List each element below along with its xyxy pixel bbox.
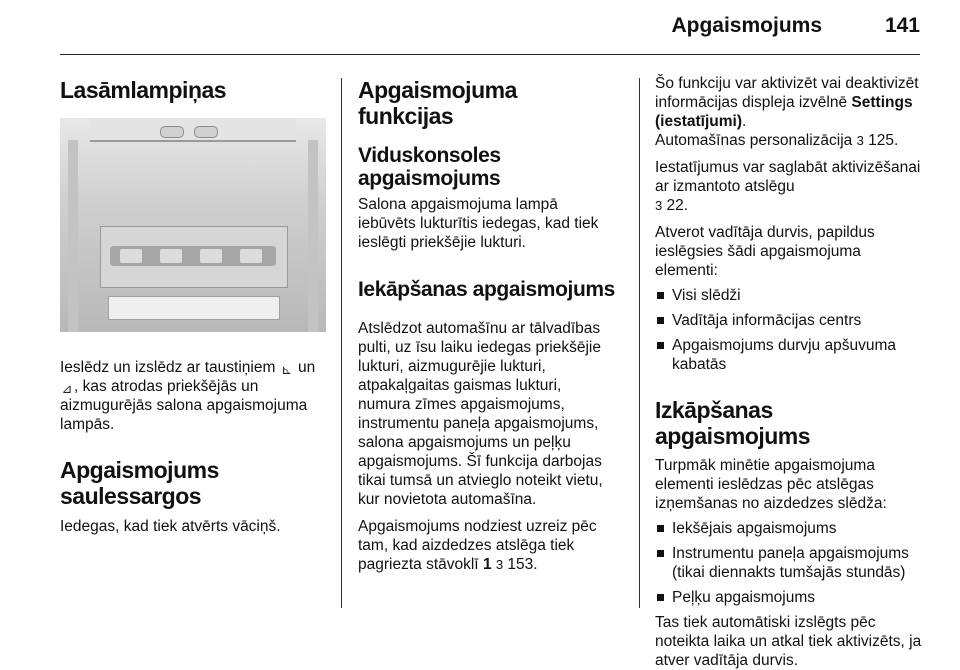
page-ref-arrow-icon: 3 bbox=[856, 133, 864, 148]
list-item: Visi slēdži bbox=[655, 286, 925, 305]
photo-key-lamp-right bbox=[240, 249, 262, 263]
reading-lamps-text-b: un bbox=[293, 358, 316, 376]
section-heading-lighting-features: Apgaismojuma funkcijas bbox=[358, 77, 517, 129]
photo-button-right bbox=[194, 126, 218, 138]
entry-lighting-text: Atslēdzot automašīnu ar tālvadības pulti, uz īsu laiku iedegas priekšējie lukturi, aizmugurējie lukturi, atpakaļgaitas gaismas lukturi, numura zīmes apgaismojums, instrumentu paneļa apgaismojums, salona apgaismojums un peļķu apgaismojums. Šī funkcija darbojas tikai tumsā un atvieglo noteikt vietu, kur novietota automašīna. bbox=[358, 320, 603, 509]
settings-menu-ref: Settings (iestatījumi) bbox=[655, 94, 913, 130]
function-toggle-text-a: Šo funkciju var aktivizēt vai deaktivizēt informācijas displeja izvēlnē bbox=[655, 75, 919, 111]
photo-key-middle-1 bbox=[160, 249, 182, 263]
console-lighting-text: Salona apgaismojuma lampā iebūvēts lukturītis iedegas, kad tiek ieslēgti priekšējie lukturi. bbox=[358, 195, 599, 251]
driver-door-list bbox=[655, 286, 925, 374]
column-divider-1 bbox=[341, 78, 342, 608]
page-header-title: Apgaismojums bbox=[671, 14, 822, 37]
sunvisor-text: Iedegas, kad tiek atvērts vāciņš. bbox=[60, 518, 281, 536]
list-item: Vadītāja informācijas centrs bbox=[655, 311, 925, 330]
photo-key-lamp-left bbox=[120, 249, 142, 263]
section-heading-reading-lamps: Lasāmlampiņas bbox=[60, 77, 227, 103]
ignition-position-ref: 1 bbox=[482, 556, 492, 574]
key-settings-text bbox=[655, 158, 925, 215]
photo-ridge-left bbox=[68, 140, 78, 332]
key-settings-text-a: Iestatījumus var saglabāt aktivizēšanai ar izmantoto atslēgu bbox=[655, 159, 921, 195]
column-1 bbox=[60, 70, 326, 536]
auto-off-text: Tas tiek automātiski izslēgts pēc noteikta laika un atkal tiek aktivizēts, ja atver vadītāja durvis. bbox=[655, 613, 922, 669]
photo-lamp-lens bbox=[108, 296, 280, 320]
lighting-off-text-a: Apgaismojums nodziest uzreiz pēc tam, kad aizdedzes atslēga tiek pagriezta stāvoklī bbox=[358, 518, 597, 574]
reading-lamps-text-a: Ieslēdz un izslēdz ar taustiņiem bbox=[60, 358, 280, 376]
reading-lamps-text bbox=[60, 358, 326, 434]
photo-top-panel bbox=[90, 118, 296, 142]
list-item: Peļķu apgaismojums bbox=[655, 588, 925, 607]
reading-lamp-right-icon: ⊿ bbox=[61, 380, 73, 396]
list-item: Iekšējais apgaismojums bbox=[655, 519, 925, 538]
photo-button-left bbox=[160, 126, 184, 138]
column-3 bbox=[655, 74, 925, 670]
subheading-entry-lighting: Iekāpšanas apgaismojums bbox=[358, 277, 615, 301]
page-ref-153: 153. bbox=[507, 556, 538, 574]
page-ref-22: 22. bbox=[666, 197, 689, 214]
photo-key-middle-2 bbox=[200, 249, 222, 263]
function-toggle-text-b: . bbox=[741, 113, 747, 130]
page-ref-arrow-icon: 3 bbox=[495, 557, 504, 573]
reading-lamp-photo bbox=[60, 118, 326, 332]
page-ref-arrow-icon: 3 bbox=[655, 198, 663, 213]
list-item: Apgaismojums durvju apšuvuma kabatās bbox=[655, 336, 925, 374]
exit-lighting-list bbox=[655, 519, 925, 607]
header-divider bbox=[60, 54, 920, 55]
lighting-off-text bbox=[358, 517, 618, 574]
photo-ridge-right bbox=[308, 140, 318, 332]
list-item: Instrumentu paneļa apgaismojums (tikai diennakts tumšajās stundās) bbox=[655, 544, 925, 582]
column-divider-2 bbox=[639, 78, 640, 608]
reading-lamps-text-c: , kas atrodas priekšējās un aizmugurējās salona apgaismojuma lampās. bbox=[60, 377, 308, 433]
function-toggle-text bbox=[655, 74, 925, 150]
page-ref-125: 125. bbox=[868, 132, 899, 149]
driver-door-text: Atverot vadītāja durvis, papildus ieslēgsies šādi apgaismojuma elementi: bbox=[655, 224, 875, 279]
subheading-sunvisor-lights: Apgaismojums saulessargos bbox=[60, 456, 219, 509]
exit-lighting-text: Turpmāk minētie apgaismojuma elementi ieslēdzas pēc atslēgas izņemšanas no aizdedzes slēdža: bbox=[655, 456, 887, 512]
column-2 bbox=[358, 70, 618, 574]
reading-lamp-left-icon: ⊾ bbox=[281, 361, 293, 377]
personalisation-ref: Automašīnas personalizācija bbox=[655, 132, 853, 149]
page-number: 141 bbox=[884, 14, 920, 37]
subheading-console-lighting: Viduskonsoles apgaismojums bbox=[358, 143, 501, 191]
section-heading-exit-lighting: Izkāpšanas apgaismojums bbox=[655, 397, 811, 449]
